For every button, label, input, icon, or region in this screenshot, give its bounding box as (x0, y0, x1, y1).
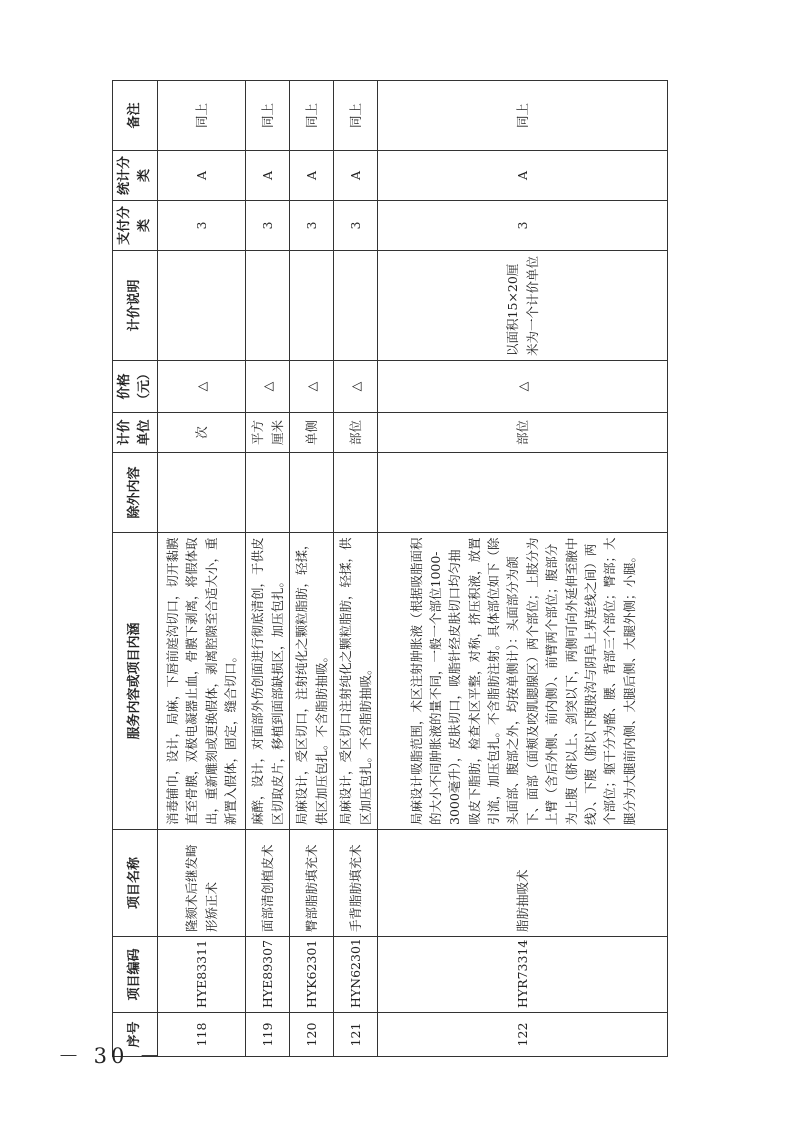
cell-price: △ (290, 361, 334, 413)
cell-seq: 119 (246, 1013, 290, 1057)
table-row (246, 81, 290, 1057)
cell-remark: 同上 (290, 81, 334, 151)
price-table (112, 80, 668, 1057)
cell-payment: 3 (378, 201, 668, 251)
cell-stat: A (158, 151, 246, 201)
cell-code: HYN62301 (334, 937, 378, 1013)
cell-stat: A (290, 151, 334, 201)
table-row (334, 81, 378, 1057)
cell-unit: 部位 (378, 413, 668, 453)
cell-payment: 3 (246, 201, 290, 251)
cell-seq: 120 (290, 1013, 334, 1057)
cell-price: △ (158, 361, 246, 413)
cell-unit: 部位 (334, 413, 378, 453)
cell-note (246, 251, 290, 361)
cell-unit: 平方厘米 (246, 413, 290, 453)
cell-note (158, 251, 246, 361)
header-stat: 统计分类 (113, 151, 158, 201)
table-row (158, 81, 246, 1057)
cell-note (290, 251, 334, 361)
header-remark: 备注 (113, 81, 158, 151)
table-row (378, 81, 668, 1057)
cell-payment: 3 (158, 201, 246, 251)
rotated-page (112, 81, 666, 1057)
cell-name: 手背脂肪填充术 (334, 830, 378, 937)
cell-code: HYE83311 (158, 937, 246, 1013)
cell-content: 麻醉，设计，对面部外伤创面进行彻底清创，于供皮区切取皮片，移植到面部缺损区，加压包扎。 (246, 533, 290, 830)
cell-name: 面部清创植皮术 (246, 830, 290, 937)
cell-stat: A (246, 151, 290, 201)
cell-exclude (158, 453, 246, 533)
cell-name: 臀部脂肪填充术 (290, 830, 334, 937)
cell-price: △ (246, 361, 290, 413)
header-name: 项目名称 (113, 830, 158, 937)
cell-note: 以面积15×20厘米为一个计价单位 (378, 251, 668, 361)
cell-name: 隆颏术后继发畸形矫正术 (158, 830, 246, 937)
header-seq: 序号 (113, 1013, 158, 1057)
cell-unit: 单侧 (290, 413, 334, 453)
cell-remark: 同上 (246, 81, 290, 151)
cell-exclude (290, 453, 334, 533)
header-code: 项目编码 (113, 937, 158, 1013)
cell-remark: 同上 (378, 81, 668, 151)
header-row (113, 81, 158, 1057)
cell-note (334, 251, 378, 361)
cell-content: 局麻设计吸脂范围，术区注射肿胀液（根据吸脂面积的大小不同肿胀液的量不同，一般一个部位1000-3000毫升），皮肤切口，吸脂针经皮肤切口均匀抽吸皮下脂肪，检查术区平整，对称，挤压积液，放置引流，加压包扎。不含脂肪注射。具体部位如下（除头面部、腹部之外，均按单侧计）：头面部分为颌下、面部（面颊及咬肌腮腺区）两个部位；上肢分为上臂（含后外侧、前内侧）、前臂两个部位；腹部分为上腹（脐以上、剑突以下，两侧可向外延伸至腋中线）、下腹（脐以下腹股沟与阴阜上界连线之间）两个部位；躯干分为骼、腰、背部三个部位；臀部；大腿分为大腿前内侧、大腿后侧、大腿外侧；小腿。 (378, 533, 668, 830)
cell-price: △ (378, 361, 668, 413)
cell-seq: 122 (378, 1013, 668, 1057)
cell-stat: A (334, 151, 378, 201)
cell-code: HYE89307 (246, 937, 290, 1013)
cell-seq: 121 (334, 1013, 378, 1057)
cell-payment: 3 (334, 201, 378, 251)
table-row (290, 81, 334, 1057)
header-content: 服务内容或项目内涵 (113, 533, 158, 830)
cell-code: HYK62301 (290, 937, 334, 1013)
cell-seq: 118 (158, 1013, 246, 1057)
cell-unit: 次 (158, 413, 246, 453)
cell-exclude (378, 453, 668, 533)
cell-price: △ (334, 361, 378, 413)
cell-remark: 同上 (158, 81, 246, 151)
cell-exclude (246, 453, 290, 533)
cell-content: 局麻设计，受区切口注射纯化之颗粒脂肪，轻揉，供区加压包扎。不含脂肪抽吸。 (334, 533, 378, 830)
header-payment: 支付分类 (113, 201, 158, 251)
cell-remark: 同上 (334, 81, 378, 151)
cell-content: 局麻设计，受区切口，注射纯化之颗粒脂肪，轻揉，供区加压包扎。不含脂肪抽吸。 (290, 533, 334, 830)
cell-content: 消毒铺巾，设计，局麻，下唇前庭沟切口，切开黏膜直至骨膜，双极电凝器止血，骨膜下剥离，将假体取出，重新雕刻或更换假体，剥离腔隙至合适大小，重新置入假体，固定，缝合切口。 (158, 533, 246, 830)
header-note: 计价说明 (113, 251, 158, 361)
cell-stat: A (378, 151, 668, 201)
header-price: 价格（元） (113, 361, 158, 413)
cell-name: 脂肪抽吸术 (378, 830, 668, 937)
page-number: － 30 － (58, 1044, 165, 1068)
cell-code: HYR73314 (378, 937, 668, 1013)
cell-payment: 3 (290, 201, 334, 251)
header-unit: 计价单位 (113, 413, 158, 453)
cell-exclude (334, 453, 378, 533)
header-exclude: 除外内容 (113, 453, 158, 533)
